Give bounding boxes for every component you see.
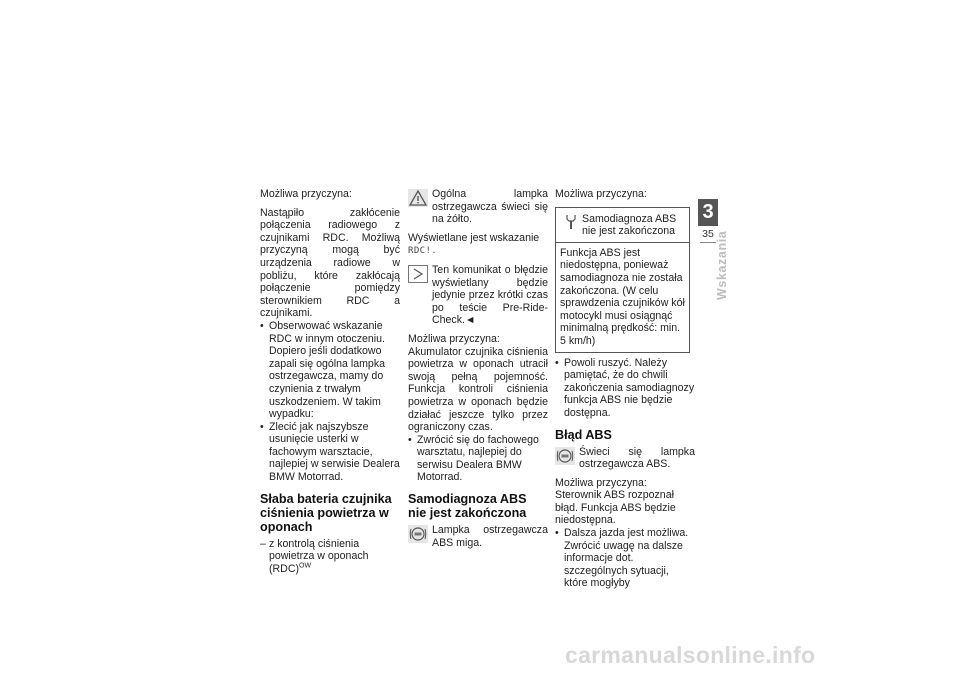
abs-row: [408, 524, 548, 549]
watermark: carmanualsonline.info: [565, 642, 816, 668]
cause-text: Akumulator czujnika ciśnienia powietrza w oponach utracił swoją pełną pojemność. Funkcja kontroli ciśnienia powietrza w oponach będzie działać jeszcze tylko przez ograniczony czas.: [408, 345, 548, 434]
abs-text: Świeci się lampka ostrzegawcza ABS.: [579, 445, 695, 471]
dash-list: [260, 538, 400, 576]
bullet-list: [260, 320, 400, 484]
abs-warning-icon: [408, 525, 428, 543]
chapter-label: Wskazania: [715, 230, 729, 300]
info-arrow-icon: [408, 265, 428, 283]
display-code-line: [408, 244, 548, 258]
abs-row: [555, 446, 695, 471]
bullet-list: [555, 527, 695, 590]
display-box-body: [556, 243, 689, 352]
cause-label: Możliwa przyczyna:: [555, 188, 647, 200]
column-1: [260, 188, 400, 581]
divider: [700, 242, 716, 243]
list-item: • Powoli ruszyć. Należy pamiętać, że do chwili zakończenia samodiagnozy funkcja ABS nie będzie dostępna.: [555, 356, 695, 419]
display-box-title: Samodiagnoza ABS nie jest zakończona: [582, 212, 677, 238]
warning-row: [408, 188, 548, 226]
list-item: • Dalsza jazda jest możliwa. Zwrócić uwagę na dalsze informacje dot. szczególnych sytuacji, które mogłyby: [555, 527, 689, 590]
cause-text: Sterownik ABS rozpoznał błąd. Funkcja ABS będzie niedostępna.: [555, 489, 676, 527]
list-item: – z kontrolą ciśnienia powietrza w oponach (RDC)$^{OW}$: [260, 537, 369, 575]
column-2: [408, 188, 548, 555]
display-box-text: Funkcja ABS jest niedostępna, ponieważ samodiagnoza nie została zakończona. (W celu sprawdzenia czujników kół motocykl musi osiągnąć minimalną prędkość: min. 5 km/h): [560, 246, 685, 347]
list-item: • Zwrócić się do fachowego warsztatu, najlepiej do serwisu Dealera BMW Motorrad.: [408, 433, 539, 484]
warning-text: Ogólna lampka ostrzegawcza świeci się na żółto.: [432, 188, 548, 226]
info-row: [408, 264, 548, 327]
equipment-code: OW: [299, 562, 312, 570]
section-heading: Słaba bateria czujnika ciśnienia powietrza w oponach: [260, 491, 392, 534]
page-number: 35: [702, 228, 714, 240]
section-heading: Błąd ABS: [555, 427, 612, 442]
cause-label: Możliwa przyczyna:: [260, 188, 352, 200]
section-heading: Samodiagnoza ABS nie jest zakończona: [408, 492, 527, 521]
list-item: • Zlecić jak najszybsze usunięcie usterki w fachowym warsztacie, najlepiej w serwisie Dealera BMW Motorrad.: [260, 420, 400, 484]
bullet-list: [555, 357, 695, 420]
display-box: [555, 207, 690, 353]
cause-label: Możliwa przyczyna:: [555, 476, 647, 489]
chapter-number: 3: [698, 199, 718, 226]
display-box-header: [556, 208, 689, 243]
abs-warning-icon: [555, 447, 575, 465]
cause-label: Możliwa przyczyna:: [408, 332, 500, 345]
list-item: • Obserwować wskazanie RDC w innym otoczeniu. Dopiero jeśli dodatkowo zapali się ogólna lampka ostrzegawcza, mamy do czynienia z trwałym uszkodzeniem. W takim wypadku:: [260, 319, 386, 421]
bullet-list: [408, 434, 548, 484]
tool-icon: [561, 213, 581, 231]
cause-text: Nastąpiło zakłócenie połączenia radiowego z czujnikami RDC. Możliwą przyczyną mogą być urządzenia radiowe w pobliżu, które zakłócają połączenie pomiędzy sterownikiem RDC a czujnikami.: [260, 206, 400, 320]
warning-triangle-icon: [408, 189, 428, 207]
abs-text: Lampka ostrzegawcza ABS miga.: [432, 524, 548, 549]
column-3: [555, 188, 695, 596]
display-code: RDC!.: [408, 246, 438, 257]
display-intro: Wyświetlane jest wskazanie: [408, 231, 540, 244]
info-text: Ten komunikat o błędzie wyświetlany będzie jedynie przez krótki czas po teście Pre-Ride-Check.◄: [432, 263, 548, 327]
